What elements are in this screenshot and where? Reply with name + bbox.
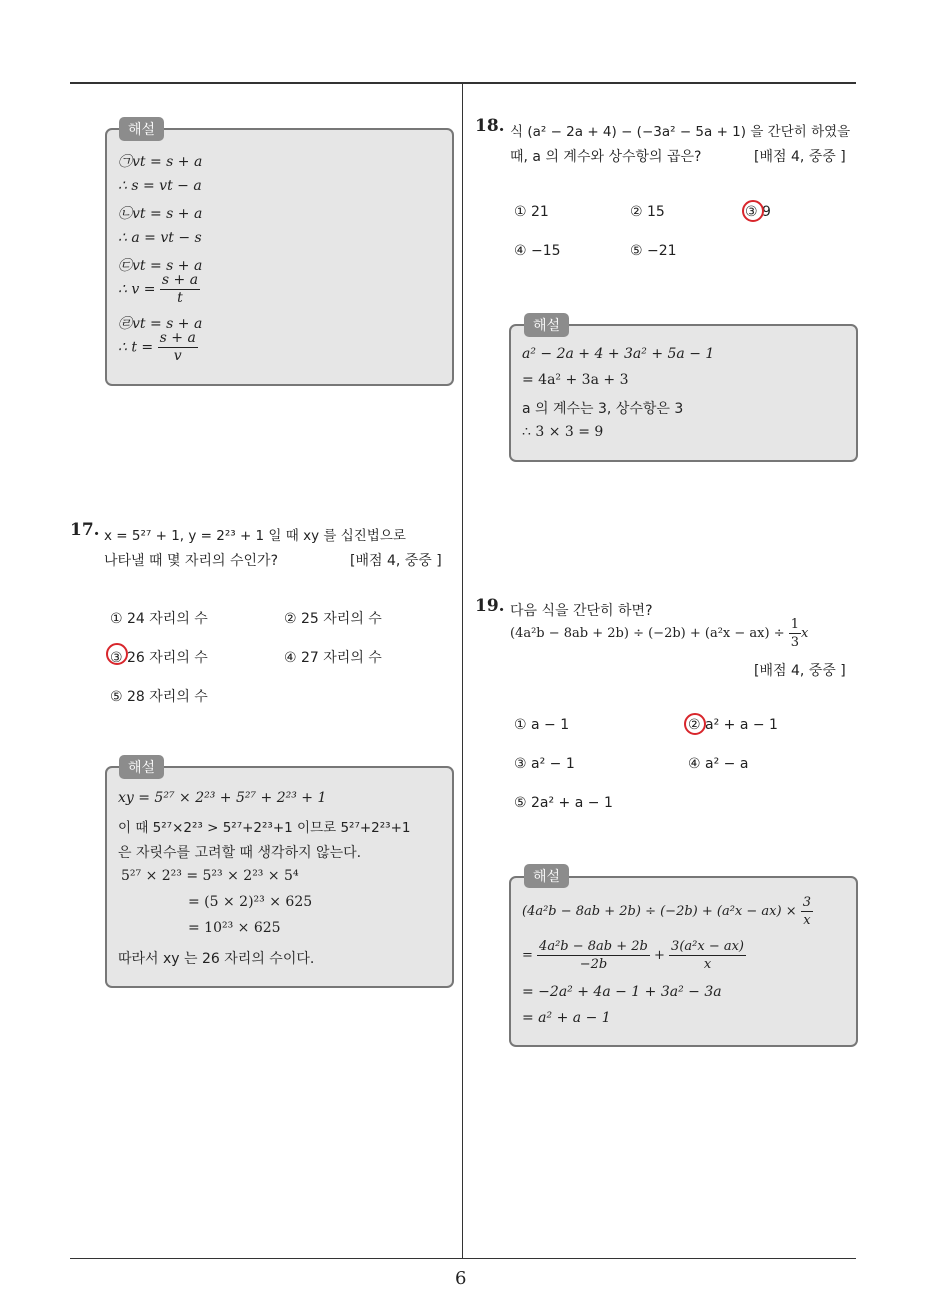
fraction — [158, 330, 198, 365]
q19-answer-mark — [684, 713, 706, 735]
sol18-line-3: a 의 계수는 3, 상수항은 3 — [522, 401, 684, 417]
top-rule — [70, 82, 856, 84]
sol19-line-2 — [522, 938, 746, 973]
question-18-line-1: 식 (a² − 2a + 4) − (−3a² − 5a + 1) 을 간단히 하였을 — [510, 124, 851, 140]
fraction-den: x — [803, 913, 811, 928]
q18-option-4[interactable]: ④ −15 — [514, 243, 561, 259]
fraction-num: 3 — [802, 895, 812, 910]
bottom-rule — [70, 1258, 856, 1259]
sol16-line-8-lhs: ∴ t = — [118, 339, 154, 356]
q18-option-5[interactable]: ⑤ −21 — [630, 243, 677, 259]
q19-option-4[interactable]: ④ a² − a — [688, 756, 749, 772]
fraction-num: s + a — [159, 330, 196, 346]
fraction-den: t — [177, 290, 183, 306]
fraction — [537, 938, 650, 973]
q19-option-1[interactable]: ① a − 1 — [514, 717, 570, 733]
fraction-num: 3(a²x − ax) — [671, 939, 744, 954]
q19-option-2[interactable]: ② a² + a − 1 — [688, 717, 778, 733]
sol17-line-6: = 10²³ × 625 — [188, 920, 281, 936]
question-19-number: 19. — [475, 596, 505, 616]
q17-option-2[interactable]: ② 25 자리의 수 — [284, 611, 382, 627]
sol16-line-2: ∴ s = vt − a — [118, 178, 202, 194]
page-number: 6 — [455, 1268, 467, 1289]
q19-option-5[interactable]: ⑤ 2a² + a − 1 — [514, 795, 613, 811]
sol16-line-1: ㉠vt = s + a — [118, 154, 203, 170]
q19-expr-main: (4a²b − 8ab + 2b) ÷ (−2b) + (a²x − ax) ÷ — [510, 626, 785, 641]
sol19-line-4: = a² + a − 1 — [522, 1010, 611, 1026]
q18-option-3[interactable]: ③ 9 — [745, 204, 771, 220]
question-17-score: [배점 4, 중중 ] — [350, 553, 442, 569]
q17-option-4[interactable]: ④ 27 자리의 수 — [284, 650, 382, 666]
sol16-line-7: ㉣vt = s + a — [118, 316, 203, 332]
solution-tag: 해설 — [524, 313, 569, 337]
question-19-expression — [510, 616, 808, 651]
sol17-line-1: xy = 5²⁷ × 2²³ + 5²⁷ + 2²³ + 1 — [118, 790, 327, 806]
fraction — [669, 938, 746, 973]
fraction — [801, 894, 813, 929]
sol17-line-4: 5²⁷ × 2²³ = 5²³ × 2²³ × 5⁴ — [121, 868, 299, 884]
sol17-line-3: 은 자릿수를 고려할 때 생각하지 않는다. — [118, 845, 362, 861]
fraction — [789, 616, 801, 651]
q18-answer-mark — [742, 200, 764, 222]
solution-tag: 해설 — [119, 117, 164, 141]
sol18-line-4: ∴ 3 × 3 = 9 — [522, 424, 604, 440]
plus-sign: + — [654, 948, 665, 963]
question-19-score: [배점 4, 중중 ] — [754, 663, 846, 679]
fraction-num: 4a²b − 8ab + 2b — [539, 939, 648, 954]
q17-answer-mark — [106, 643, 128, 665]
question-18-score: [배점 4, 중중 ] — [754, 149, 846, 165]
fraction-den: −2b — [579, 957, 608, 972]
question-18-line-2: 때, a 의 계수와 상수항의 곱은? — [510, 149, 702, 165]
sol16-line-5: ㉢vt = s + a — [118, 258, 203, 274]
sol16-line-6-lhs: ∴ v = — [118, 281, 156, 298]
q17-option-5[interactable]: ⑤ 28 자리의 수 — [110, 689, 208, 705]
q17-option-1[interactable]: ① 24 자리의 수 — [110, 611, 208, 627]
question-17-line-1: x = 5²⁷ + 1, y = 2²³ + 1 일 때 xy 를 십진법으로 — [104, 528, 406, 544]
sol16-line-6 — [118, 272, 200, 307]
question-19-line-1: 다음 식을 간단히 하면? — [510, 603, 653, 619]
question-18-number: 18. — [475, 116, 505, 136]
fraction-den: x — [703, 957, 712, 972]
sol18-line-2: = 4a² + 3a + 3 — [522, 372, 629, 388]
sol19-line-3: = −2a² + 4a − 1 + 3a² − 3a — [522, 984, 722, 1000]
column-divider — [462, 84, 463, 1258]
equals-sign: = — [522, 948, 533, 963]
sol16-line-4: ∴ a = vt − s — [118, 230, 202, 246]
fraction-den: v — [173, 348, 182, 364]
sol16-line-3: ㉡vt = s + a — [118, 206, 203, 222]
sol16-line-8 — [118, 330, 198, 365]
sol19-line-1 — [522, 894, 813, 929]
fraction-num: 1 — [790, 617, 800, 632]
sol17-line-7: 따라서 xy 는 26 자리의 수이다. — [118, 951, 315, 967]
q19-option-3[interactable]: ③ a² − 1 — [514, 756, 575, 772]
q18-option-2[interactable]: ② 15 — [630, 204, 665, 220]
question-17-number: 17. — [70, 520, 100, 540]
question-17-line-2: 나타낼 때 몇 자리의 수인가? — [104, 553, 278, 569]
solution-box-18 — [509, 324, 858, 462]
fraction-num: s + a — [161, 272, 199, 288]
solution-tag: 해설 — [119, 755, 164, 779]
q19-expr-var: x — [801, 626, 809, 641]
q18-option-1[interactable]: ① 21 — [514, 204, 549, 220]
q17-option-3[interactable]: ③ 26 자리의 수 — [110, 650, 208, 666]
sol17-line-5: = (5 × 2)²³ × 625 — [188, 894, 313, 910]
solution-tag: 해설 — [524, 864, 569, 888]
sol18-line-1: a² − 2a + 4 + 3a² + 5a − 1 — [522, 346, 715, 362]
fraction-den: 3 — [790, 635, 800, 650]
sol17-line-2: 이 때 5²⁷×2²³ > 5²⁷+2²³+1 이므로 5²⁷+2²³+1 — [118, 820, 411, 836]
fraction — [160, 272, 200, 307]
sol19-line-1-expr: (4a²b − 8ab + 2b) ÷ (−2b) + (a²x − ax) × — [522, 904, 797, 919]
